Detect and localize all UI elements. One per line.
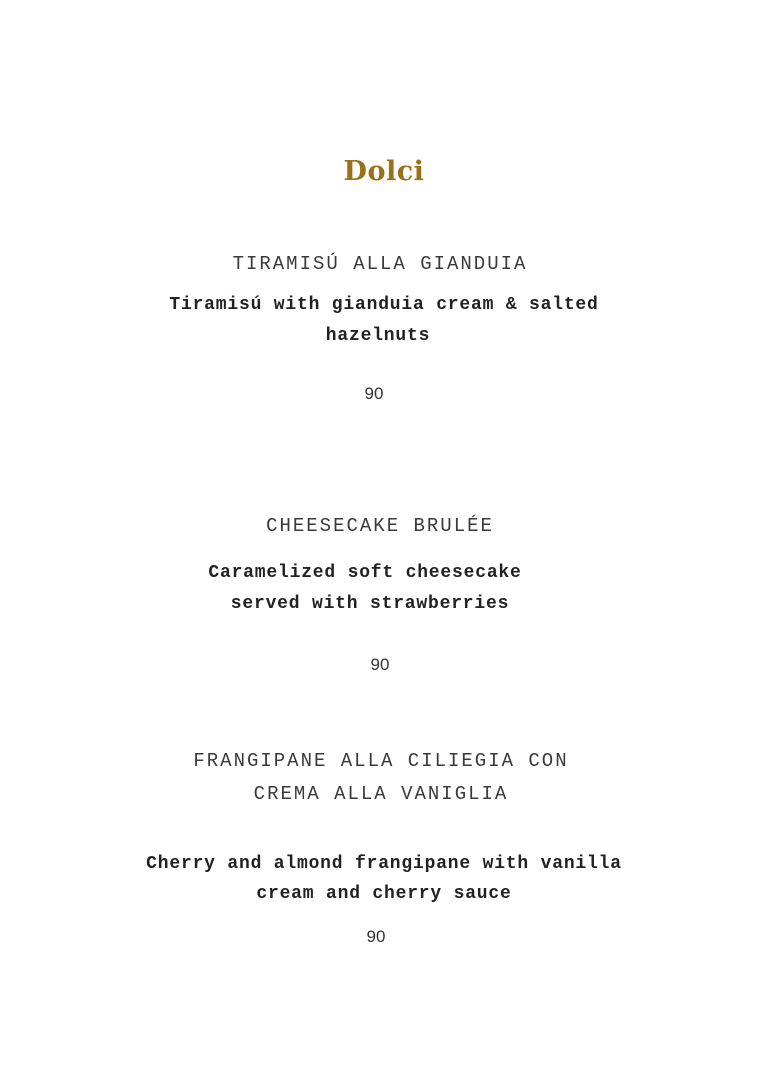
item-price-cheesecake: 90 [370,655,390,674]
menu-section-title: Dolci [343,156,425,187]
item-description-cheesecake-line-2: served with strawberries [230,594,510,614]
item-name-frangipane-line-2: CREMA ALLA VANIGLIA [253,783,509,805]
item-name-tiramisu: TIRAMISÚ ALLA GIANDUIA [232,253,528,275]
item-description-cheesecake-line-1: Caramelized soft cheesecake [208,563,522,583]
item-name-cheesecake: CHEESECAKE BRULÉE [266,515,494,537]
item-name-frangipane-line-1: FRANGIPANE ALLA CILIEGIA CON [193,750,569,772]
item-description-tiramisu-line-1: Tiramisú with gianduia cream & salted [169,295,599,315]
item-description-frangipane-line-1: Cherry and almond frangipane with vanilla [146,854,622,874]
item-price-tiramisu: 90 [364,384,384,403]
item-description-tiramisu-line-2: hazelnuts [325,326,431,346]
item-description-frangipane-line-2: cream and cherry sauce [256,884,512,904]
item-price-frangipane: 90 [366,927,386,946]
